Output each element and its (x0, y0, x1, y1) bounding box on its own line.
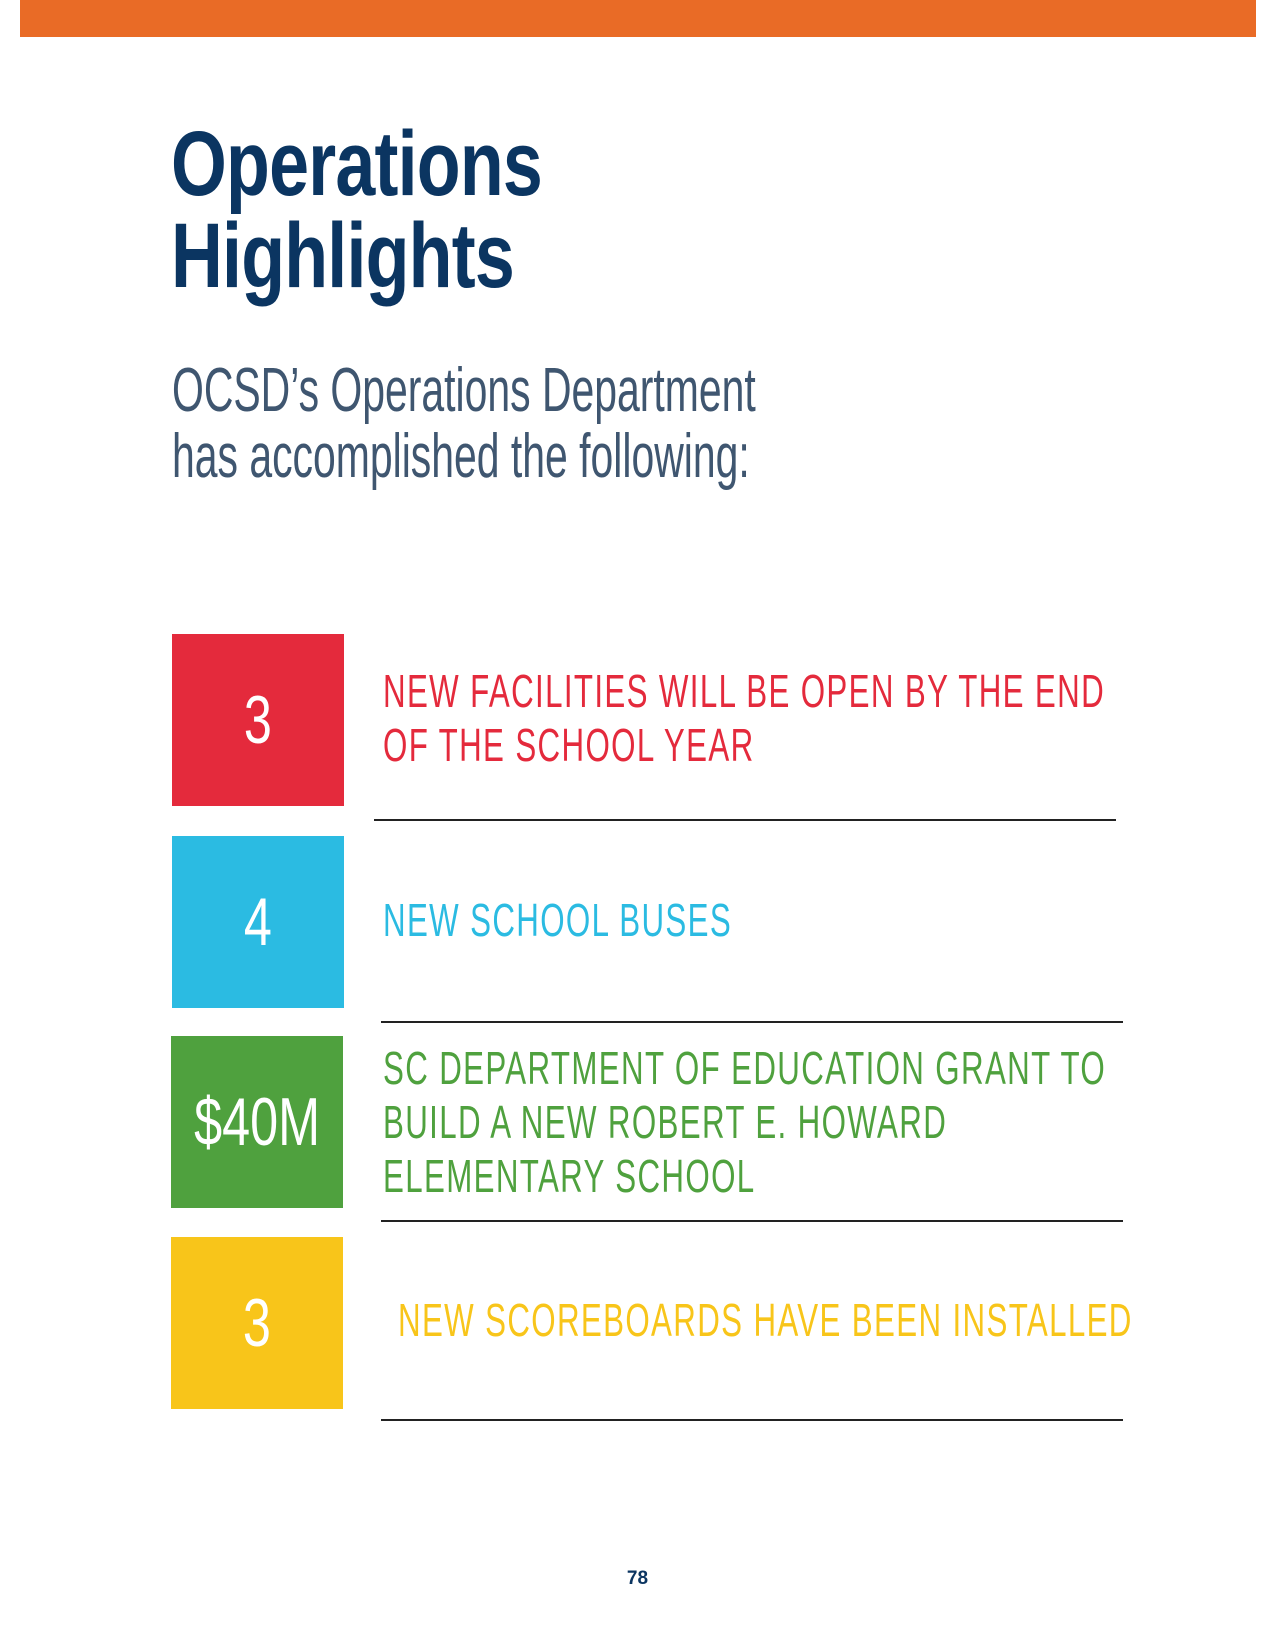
page-subtitle (172, 358, 756, 490)
divider-line (381, 1021, 1123, 1023)
divider-line (381, 1220, 1123, 1222)
stat-description-buses (383, 893, 732, 947)
title-line-1: Operations (171, 113, 543, 215)
stat-description-line: BUILD A NEW ROBERT E. HOWARD (383, 1096, 948, 1148)
stat-box-scoreboards (171, 1237, 343, 1409)
stat-value: 4 (243, 884, 272, 960)
stat-value: 3 (242, 1285, 271, 1361)
stat-description-line: ELEMENTARY SCHOOL (383, 1150, 756, 1202)
page-title (171, 113, 543, 307)
stat-description-line: OF THE SCHOOL YEAR (383, 719, 755, 771)
stat-box-buses (172, 836, 344, 1008)
stat-description-scoreboards (398, 1293, 1133, 1347)
stat-description-line: NEW FACILITIES WILL BE OPEN BY THE END (383, 665, 1106, 717)
stat-description-grant (383, 1041, 1106, 1203)
top-accent-bar (20, 0, 1256, 37)
divider-line (374, 819, 1116, 821)
title-line-2: Highlights (171, 205, 514, 307)
stat-value: 3 (243, 682, 272, 758)
stat-box-grant (171, 1036, 343, 1208)
stat-description-line: SC DEPARTMENT OF EDUCATION GRANT TO (383, 1042, 1107, 1094)
stat-description-line: NEW SCOREBOARDS HAVE BEEN INSTALLED (398, 1294, 1133, 1346)
stat-box-facilities (172, 634, 344, 806)
stat-value: $40M (194, 1084, 320, 1160)
subtitle-line-2: has accomplished the following: (172, 422, 750, 491)
stat-description-line: NEW SCHOOL BUSES (383, 894, 733, 946)
page-number: 78 (626, 1568, 649, 1589)
divider-line (381, 1419, 1123, 1421)
subtitle-line-1: OCSD’s Operations Department (172, 356, 756, 425)
stat-description-facilities (383, 664, 1105, 772)
